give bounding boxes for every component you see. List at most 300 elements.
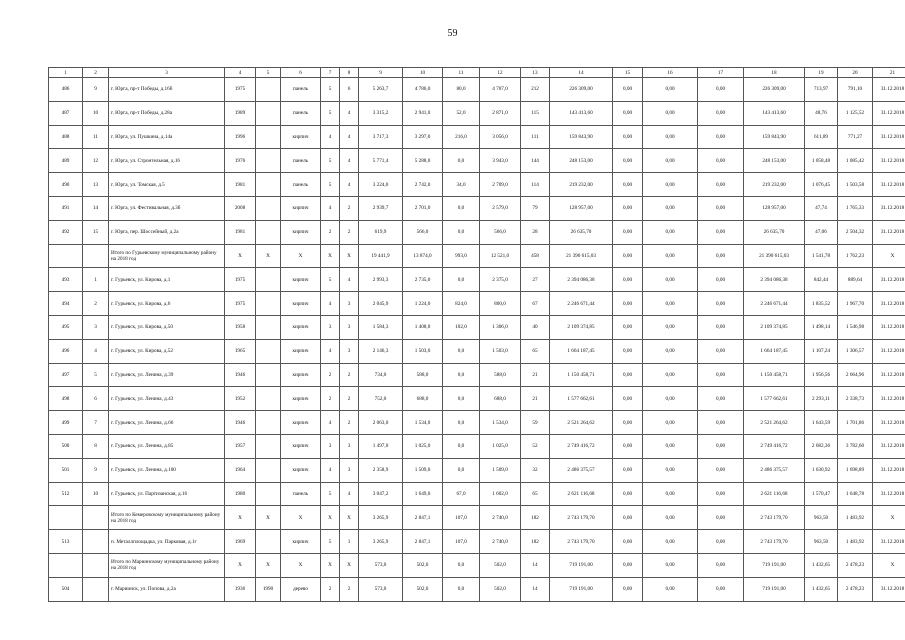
table-cell: 26 635,70 (744, 220, 805, 244)
table-cell: 1 503,0 (480, 339, 521, 363)
subtotal-cell: 2 740,0 (480, 506, 521, 530)
table-cell: 4 (83, 339, 109, 363)
table-cell: 2 338,73 (838, 387, 873, 411)
table-cell: 2 375,0 (480, 268, 521, 292)
subtotal-cell: 2 478,23 (838, 553, 873, 577)
table-cell: 688,0 (480, 387, 521, 411)
subtotal-cell: 1 483,92 (838, 506, 873, 530)
subtotal-cell: 1 432,65 (805, 553, 838, 577)
table-cell: 2 109 374,85 (550, 315, 613, 339)
table-cell: 0,00 (643, 220, 698, 244)
table-cell: 1 224,0 (403, 292, 443, 316)
column-header-16: 16 (643, 68, 698, 78)
table-cell: 212 (521, 78, 550, 102)
table-cell: 4 (340, 482, 359, 506)
table-cell: 48,76 (805, 101, 838, 125)
table-cell: 1 (340, 530, 359, 554)
empty-cell (49, 553, 83, 577)
table-cell: 0,00 (613, 387, 643, 411)
column-header-8: 8 (340, 68, 359, 78)
table-cell: 502,0 (403, 577, 443, 601)
table-cell: 2 847,1 (403, 530, 443, 554)
table-cell: 4 (321, 339, 340, 363)
column-header-21: 21 (873, 68, 905, 78)
subtotal-cell: 21 390 615,03 (550, 244, 613, 268)
subtotal-cell: X (256, 244, 281, 268)
table-cell: 226 309,00 (550, 78, 613, 102)
address-cell: п. Металлплощадка, ул. Парковая, д.1г (109, 530, 225, 554)
address-cell: г. Гурьевск, ул. Ленина, д.43 (109, 387, 225, 411)
table-cell: 2 993,3 (359, 268, 403, 292)
table-cell: 0,00 (613, 149, 643, 173)
table-cell: 5 (83, 363, 109, 387)
table-cell: 143 413,60 (744, 101, 805, 125)
table-cell: 0,00 (698, 196, 744, 220)
column-header-1: 1 (49, 68, 83, 78)
address-cell: г. Юрга, пр-т Победы, д.28а (109, 101, 225, 125)
table-cell: 0,00 (643, 387, 698, 411)
table-cell: 0,00 (613, 482, 643, 506)
table-cell: 182 (521, 530, 550, 554)
table-cell: 0,00 (698, 315, 744, 339)
table-cell: 489 (49, 149, 83, 173)
table-cell: 128 957,00 (550, 196, 613, 220)
table-cell: 31.12.2018 (873, 339, 905, 363)
table-cell: 512 (49, 482, 83, 506)
table-cell: 248 153,00 (744, 149, 805, 173)
table-cell: 4 (321, 196, 340, 220)
table-cell: 2 (321, 577, 340, 601)
table-cell: 0,00 (643, 78, 698, 102)
table-cell: 31.12.2018 (873, 125, 905, 149)
address-cell: г. Юрга, ул. Пушкина, д.14а (109, 125, 225, 149)
table-cell (256, 434, 281, 458)
table-cell: 1965 (225, 339, 256, 363)
table-cell: 1 584,3 (359, 315, 403, 339)
address-cell: г. Юрга, ул. Фестивальная, д.3б (109, 196, 225, 220)
subtotal-cell: X (321, 506, 340, 530)
table-row (49, 482, 905, 506)
table-cell: 3 717,3 (359, 125, 403, 149)
column-header-18: 18 (744, 68, 805, 78)
address-cell: г. Гурьевск, ул. Партизанская, д.16 (109, 482, 225, 506)
address-cell: г. Гурьевск, ул. Ленина, д.85 (109, 434, 225, 458)
table-cell: кирпич (281, 268, 321, 292)
table-cell: 1 085,42 (838, 149, 873, 173)
table-cell (256, 173, 281, 197)
table-cell: 1 765,33 (838, 196, 873, 220)
table-cell: 889,64 (838, 268, 873, 292)
column-header-7: 7 (321, 68, 340, 78)
subtotal-cell: 2 743 179,70 (744, 506, 805, 530)
table-cell: 0,00 (698, 434, 744, 458)
table-cell: 1 150 458,71 (744, 363, 805, 387)
table-cell: 0,00 (613, 268, 643, 292)
table-cell: 2 743 179,70 (550, 530, 613, 554)
table-cell: 0,00 (698, 78, 744, 102)
subtotal-cell: 13 874,0 (403, 244, 443, 268)
table-cell: 1 649,0 (403, 482, 443, 506)
table-cell: 2008 (225, 196, 256, 220)
table-cell: 0,00 (698, 363, 744, 387)
table-cell: 0,00 (643, 125, 698, 149)
table-cell: 3 (321, 434, 340, 458)
table-cell: 498 (49, 387, 83, 411)
table-cell: 107,0 (443, 530, 480, 554)
subtotal-cell: 21 390 615,03 (744, 244, 805, 268)
table-cell: 1 509,0 (403, 458, 443, 482)
table-cell: 1 577 662,61 (550, 387, 613, 411)
header-row (49, 68, 905, 78)
table-cell: 1975 (225, 78, 256, 102)
table-cell: 2 621 116,68 (550, 482, 613, 506)
column-header-11: 11 (443, 68, 480, 78)
address-cell: г. Гурьевск, ул. Ленина, д.39 (109, 363, 225, 387)
address-cell: г. Юрга, пр-т Победы, д.16б (109, 78, 225, 102)
table-cell: 513 (49, 530, 83, 554)
address-cell: г. Гурьевск, ул. Кирова, д.6 (109, 292, 225, 316)
subtotal-cell: 1 762,23 (838, 244, 873, 268)
table-cell: 6 (340, 78, 359, 102)
table-cell: 0,00 (613, 173, 643, 197)
table-cell: 21 (521, 363, 550, 387)
table-cell: 0,00 (613, 101, 643, 125)
table-cell: 1 076,45 (805, 173, 838, 197)
table-cell: 0,00 (643, 339, 698, 363)
table-cell: 0,00 (643, 482, 698, 506)
table-cell (256, 530, 281, 554)
table-cell: 3 297,0 (403, 125, 443, 149)
table-cell: 4 (340, 101, 359, 125)
table-row (49, 268, 905, 292)
table-cell: 495 (49, 315, 83, 339)
table-cell: 31.12.2018 (873, 530, 905, 554)
table-cell: 7 (83, 411, 109, 435)
table-cell: 2 664,96 (838, 363, 873, 387)
table-cell: 31.12.2018 (873, 196, 905, 220)
table-cell: 32 (521, 458, 550, 482)
table-cell: 496 (49, 339, 83, 363)
subtotal-row (49, 506, 905, 530)
table-cell: 0,00 (613, 434, 643, 458)
table-cell: 0,00 (698, 411, 744, 435)
table-cell: 493 (49, 268, 83, 292)
table-cell (256, 458, 281, 482)
table-cell: 9 (83, 458, 109, 482)
table-cell: 1981 (225, 220, 256, 244)
table-cell: 1936 (225, 577, 256, 601)
table-cell: 59 (521, 411, 550, 435)
table-cell: 0,00 (613, 315, 643, 339)
subtotal-cell: 2 743 179,70 (550, 506, 613, 530)
table-cell: 791,10 (838, 78, 873, 102)
table-cell: 3 (340, 315, 359, 339)
table-cell: 500 (49, 434, 83, 458)
table-cell: 0,0 (443, 220, 480, 244)
table-cell: 0,00 (613, 220, 643, 244)
table-cell: 67 (521, 292, 550, 316)
table-cell: 1975 (225, 268, 256, 292)
subtotal-label: Итого по Мариинскому муниципальному району на 2018 год (109, 553, 225, 577)
table-cell: 502,0 (480, 577, 521, 601)
table-cell: 1 025,0 (403, 434, 443, 458)
table-row (49, 292, 905, 316)
empty-cell (49, 506, 83, 530)
table-cell: 752,0 (359, 387, 403, 411)
table-cell: 5 (321, 482, 340, 506)
table-cell: 21 (521, 387, 550, 411)
table-cell: 144 (521, 149, 550, 173)
address-cell: г. Гурьевск, ул. Кирова, д.1 (109, 268, 225, 292)
table-cell: 31.12.2018 (873, 292, 905, 316)
table-cell: 2 701,0 (403, 196, 443, 220)
table-cell: 0,00 (643, 315, 698, 339)
column-header-13: 13 (521, 68, 550, 78)
table-cell: 1958 (225, 315, 256, 339)
table-cell: 143 413,60 (550, 101, 613, 125)
table-cell: 0,00 (643, 268, 698, 292)
table-cell: 2 504,32 (838, 220, 873, 244)
subtotal-cell: 0,00 (698, 553, 744, 577)
table-cell: 10 (83, 482, 109, 506)
table-cell (256, 482, 281, 506)
table-cell: 0,00 (643, 149, 698, 173)
table-cell: 3 782,60 (838, 434, 873, 458)
table-cell: 1 570,47 (805, 482, 838, 506)
table-cell: кирпич (281, 411, 321, 435)
table-cell: 0,00 (698, 339, 744, 363)
subtotal-cell: 0,00 (643, 244, 698, 268)
table-cell: 0,00 (698, 458, 744, 482)
table-cell: 0,0 (443, 268, 480, 292)
table-cell: 219 232,00 (550, 173, 613, 197)
table-cell: 0,00 (613, 125, 643, 149)
subtotal-cell: 0,00 (698, 506, 744, 530)
table-cell: 1 483,92 (838, 530, 873, 554)
address-cell: г. Гурьевск, ул. Ленина, д.66 (109, 411, 225, 435)
table-cell: 4 (321, 125, 340, 149)
table-cell: 2 871,0 (480, 101, 521, 125)
column-header-10: 10 (403, 68, 443, 78)
table-cell: 2 246 671,44 (744, 292, 805, 316)
table-cell: 2 740,0 (480, 530, 521, 554)
table-cell: 1 306,57 (838, 339, 873, 363)
subtotal-cell: X (225, 244, 256, 268)
table-cell: 0,00 (698, 268, 744, 292)
table-cell: 1 648,78 (838, 482, 873, 506)
table-cell: 0,00 (643, 173, 698, 197)
table-row (49, 101, 905, 125)
table-cell: 0,0 (443, 434, 480, 458)
table-cell: 0,00 (698, 220, 744, 244)
empty-cell (49, 244, 83, 268)
table-cell: 566,0 (480, 220, 521, 244)
table-cell: 5 (321, 101, 340, 125)
table-cell: 0,00 (613, 292, 643, 316)
table-cell: 1 107,24 (805, 339, 838, 363)
column-header-5: 5 (256, 68, 281, 78)
table-cell: 216,0 (443, 125, 480, 149)
subtotal-cell: 0,00 (613, 244, 643, 268)
table-cell: 114 (521, 173, 550, 197)
table-cell: 734,0 (359, 363, 403, 387)
table-cell: 1 698,89 (838, 458, 873, 482)
table-cell: 159 843,90 (550, 125, 613, 149)
table-cell: 4 786,0 (403, 78, 443, 102)
table-cell: 1980 (225, 482, 256, 506)
table-cell: 219 232,00 (744, 173, 805, 197)
subtotal-label: Итого по Кемеровскому муниципальному району на 2018 год (109, 506, 225, 530)
table-cell: 491 (49, 196, 83, 220)
table-cell: кирпич (281, 434, 321, 458)
table-cell: 226 309,00 (744, 78, 805, 102)
table-cell: 12 (83, 149, 109, 173)
table-cell: 1 (83, 268, 109, 292)
table-cell: 0,0 (443, 149, 480, 173)
table-cell: 2 (340, 363, 359, 387)
table-cell: 2 749 416,72 (550, 434, 613, 458)
table-cell: 0,00 (643, 458, 698, 482)
table-cell: панель (281, 101, 321, 125)
table-cell: 1946 (225, 411, 256, 435)
table-cell: 3 (340, 434, 359, 458)
table-cell: 0,00 (613, 196, 643, 220)
table-cell: 688,0 (403, 387, 443, 411)
table-cell: 0,00 (698, 125, 744, 149)
subtotal-cell: 573,0 (359, 553, 403, 577)
table-cell: 1 664 187,45 (744, 339, 805, 363)
column-header-20: 20 (838, 68, 873, 78)
table-cell: 115 (521, 101, 550, 125)
table-cell: 4 707,0 (480, 78, 521, 102)
table-cell: 3 (340, 458, 359, 482)
table-row (49, 196, 905, 220)
table-cell: 0,00 (698, 482, 744, 506)
table-row (49, 339, 905, 363)
table-cell: 1 503,0 (403, 339, 443, 363)
table-cell: 5 (321, 149, 340, 173)
table-cell: 1 534,0 (480, 411, 521, 435)
table-cell: 1 630,92 (805, 458, 838, 482)
table-cell: 1 643,59 (805, 411, 838, 435)
table-cell: 5 (321, 530, 340, 554)
subtotal-cell: 3 265,9 (359, 506, 403, 530)
table-cell: 0,0 (443, 577, 480, 601)
table-cell: 2 478,23 (838, 577, 873, 601)
table-cell: 1 602,0 (480, 482, 521, 506)
table-cell: 1957 (225, 434, 256, 458)
table-cell: 5 (321, 173, 340, 197)
table-cell: 2 293,11 (805, 387, 838, 411)
subtotal-cell: 2 847,1 (403, 506, 443, 530)
table-cell: 0,00 (698, 292, 744, 316)
table-cell: 2 743 179,70 (744, 530, 805, 554)
table-cell: 0,00 (643, 196, 698, 220)
table-cell: 1 835,52 (805, 292, 838, 316)
subtotal-cell: X (873, 506, 905, 530)
table-cell: 3 943,0 (480, 149, 521, 173)
table-cell: кирпич (281, 363, 321, 387)
subtotal-cell: 0,00 (643, 506, 698, 530)
table-cell: 0,0 (443, 387, 480, 411)
table-cell: 1 503,58 (838, 173, 873, 197)
table-cell: 47,06 (805, 220, 838, 244)
table-cell: 492 (49, 220, 83, 244)
table-cell: 2 394 086,38 (744, 268, 805, 292)
table-cell: 11 (83, 125, 109, 149)
table-cell: 573,0 (359, 577, 403, 601)
table-cell (256, 78, 281, 102)
table-cell: 2 709,0 (480, 173, 521, 197)
table-cell: 2 (321, 363, 340, 387)
table-row (49, 458, 905, 482)
table-cell: 0,0 (443, 339, 480, 363)
table-cell: 8 (83, 434, 109, 458)
table-cell: 5 263,7 (359, 78, 403, 102)
table-cell: 1 498,14 (805, 315, 838, 339)
table-cell: 588,0 (480, 363, 521, 387)
table-cell: 2 939,7 (359, 196, 403, 220)
table-cell: 15 (83, 220, 109, 244)
table-row (49, 577, 905, 601)
subtotal-cell: 0,00 (643, 553, 698, 577)
subtotal-cell: 502,0 (480, 553, 521, 577)
page-number: 59 (447, 28, 458, 39)
table-cell: 1 664 187,45 (550, 339, 613, 363)
subtotal-cell: X (256, 506, 281, 530)
table-row (49, 78, 905, 102)
table-cell: 3 056,0 (480, 125, 521, 149)
table-cell: 963,50 (805, 530, 838, 554)
table-cell: 2 045,9 (359, 292, 403, 316)
subtotal-cell: X (873, 553, 905, 577)
table-cell: 1 150 458,71 (550, 363, 613, 387)
table-cell: 501 (49, 458, 83, 482)
table-cell: 13 (83, 173, 109, 197)
table-cell: 2 (340, 387, 359, 411)
subtotal-cell: 719 191,00 (550, 553, 613, 577)
table-cell: 2 579,0 (480, 196, 521, 220)
table-cell: 34,0 (443, 173, 480, 197)
table-cell: 1 432,65 (805, 577, 838, 601)
table-cell: 31.12.2018 (873, 268, 905, 292)
subtotal-cell: 0,00 (698, 244, 744, 268)
table-cell: 0,00 (643, 363, 698, 387)
table-cell: 47,74 (805, 196, 838, 220)
address-cell: г. Юрга, ул. Томская, д.5 (109, 173, 225, 197)
table-cell: 3 (340, 339, 359, 363)
table-cell: 2 (321, 387, 340, 411)
table-cell: кирпич (281, 220, 321, 244)
column-header-14: 14 (550, 68, 613, 78)
address-cell: г. Мариинск, ул. Попова, д.2а (109, 577, 225, 601)
table-cell: 0,00 (643, 411, 698, 435)
table-cell: 4 (340, 149, 359, 173)
table-cell: 1946 (225, 363, 256, 387)
table-row (49, 411, 905, 435)
table-row (49, 173, 905, 197)
table-cell: кирпич (281, 387, 321, 411)
table-cell: 3 047,2 (359, 482, 403, 506)
column-header-19: 19 (805, 68, 838, 78)
table-cell: 2 (340, 196, 359, 220)
table-cell: 1975 (225, 292, 256, 316)
address-cell: г. Гурьевск, ул. Кирова, д.50 (109, 315, 225, 339)
table-cell: 2 246 671,44 (550, 292, 613, 316)
table-cell: 1 509,0 (480, 458, 521, 482)
address-cell: г. Гурьевск, ул. Ленина, д.100 (109, 458, 225, 482)
table-row (49, 149, 905, 173)
